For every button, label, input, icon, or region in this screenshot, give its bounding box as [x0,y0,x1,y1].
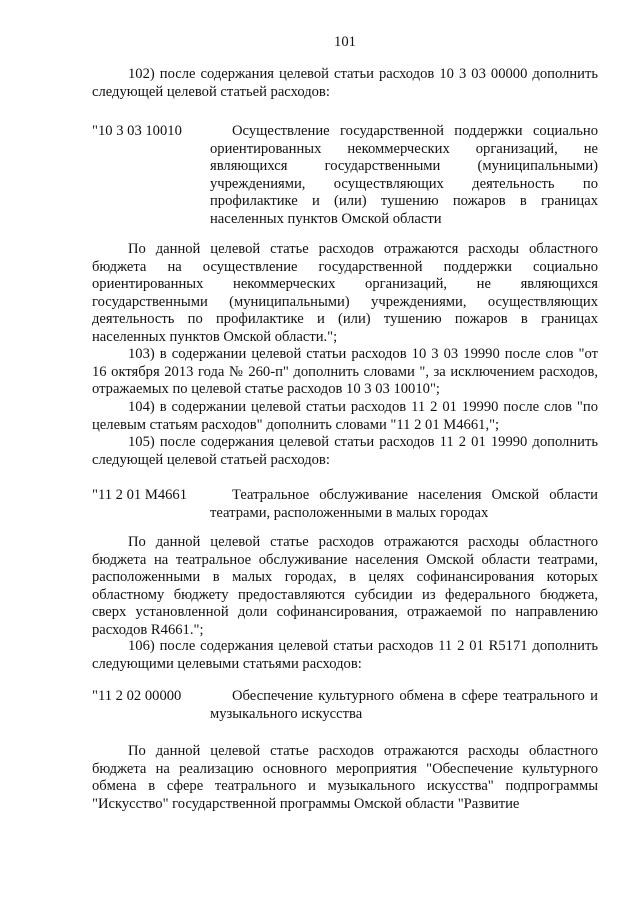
paragraph-description-10010: По данной целевой статье расходов отражаются расходы областного бюджета на осуществление государственной поддержки социально ориентированных некоммерческих организаций, не являющихся государственными (муниципальными) учреждениями, осуществляющих деятельность по профилактике и (или) тушению пожаров в границах населенных пунктов Омской области."; [92,241,598,345]
paragraph-105: 105) после содержания целевой статьи расходов 11 2 01 19990 дополнить следующей целевой статьей расходов: [92,434,598,468]
entry-description-11-2-02-00000: Обеспечение культурного обмена в сфере театрального и музыкального искусства [210,688,598,722]
paragraph-106: 106) после содержания целевой статьи расходов 11 2 01 R5171 дополнить следующими целевыми статьями расходов: [92,638,598,672]
paragraph-103: 103) в содержании целевой статьи расходов 10 3 03 19990 после слов "от 16 октября 2013 года № 260-п" дополнить словами ", за исключением расходов, отражаемых по целевой статье расходов 10 3 03 10010"; [92,346,598,398]
entry-code-10-3-03-10010: "10 3 03 10010 [92,123,182,139]
paragraph-description-11-2-02-00000: По данной целевой статье расходов отражаются расходы областного бюджета на реализацию основного мероприятия "Обеспечение культурного обмена в сфере театрального и музыкального искусства" подпрограммы "Искусство" государственной программы Омской области "Развитие [92,743,598,812]
entry-description-10-3-03-10010: Осуществление государственной поддержки социально ориентированных некоммерческих организаций, не являющихся государственными (муниципальными) учреждениями, осуществляющих деятельность по профилактике и (или) тушению пожаров в границах населенных пунктов Омской области [210,123,598,227]
entry-description-11-2-01-m4661: Театральное обслуживание населения Омской области театрами, расположенными в малых городах [210,487,598,521]
page-number: 101 [334,34,356,50]
paragraph-104: 104) в содержании целевой статьи расходов 11 2 01 19990 после слов "по целевым статьям расходов" дополнить словами "11 2 01 М4661,"; [92,399,598,433]
paragraph-102: 102) после содержания целевой статьи расходов 10 3 03 00000 дополнить следующей целевой статьей расходов: [92,66,598,100]
entry-code-11-2-01-m4661: "11 2 01 М4661 [92,487,188,503]
paragraph-description-m4661: По данной целевой статье расходов отражаются расходы областного бюджета на театральное обслуживание населения Омской области театрами, расположенными в малых городах, в целях софинансирования которых областному бюджету предоставляются субсидии из федерального бюджета, сверх установленной доли софинансирования, отражаемой по направлению расходов R4661."; [92,534,598,638]
entry-code-11-2-02-00000: "11 2 02 00000 [92,688,182,704]
